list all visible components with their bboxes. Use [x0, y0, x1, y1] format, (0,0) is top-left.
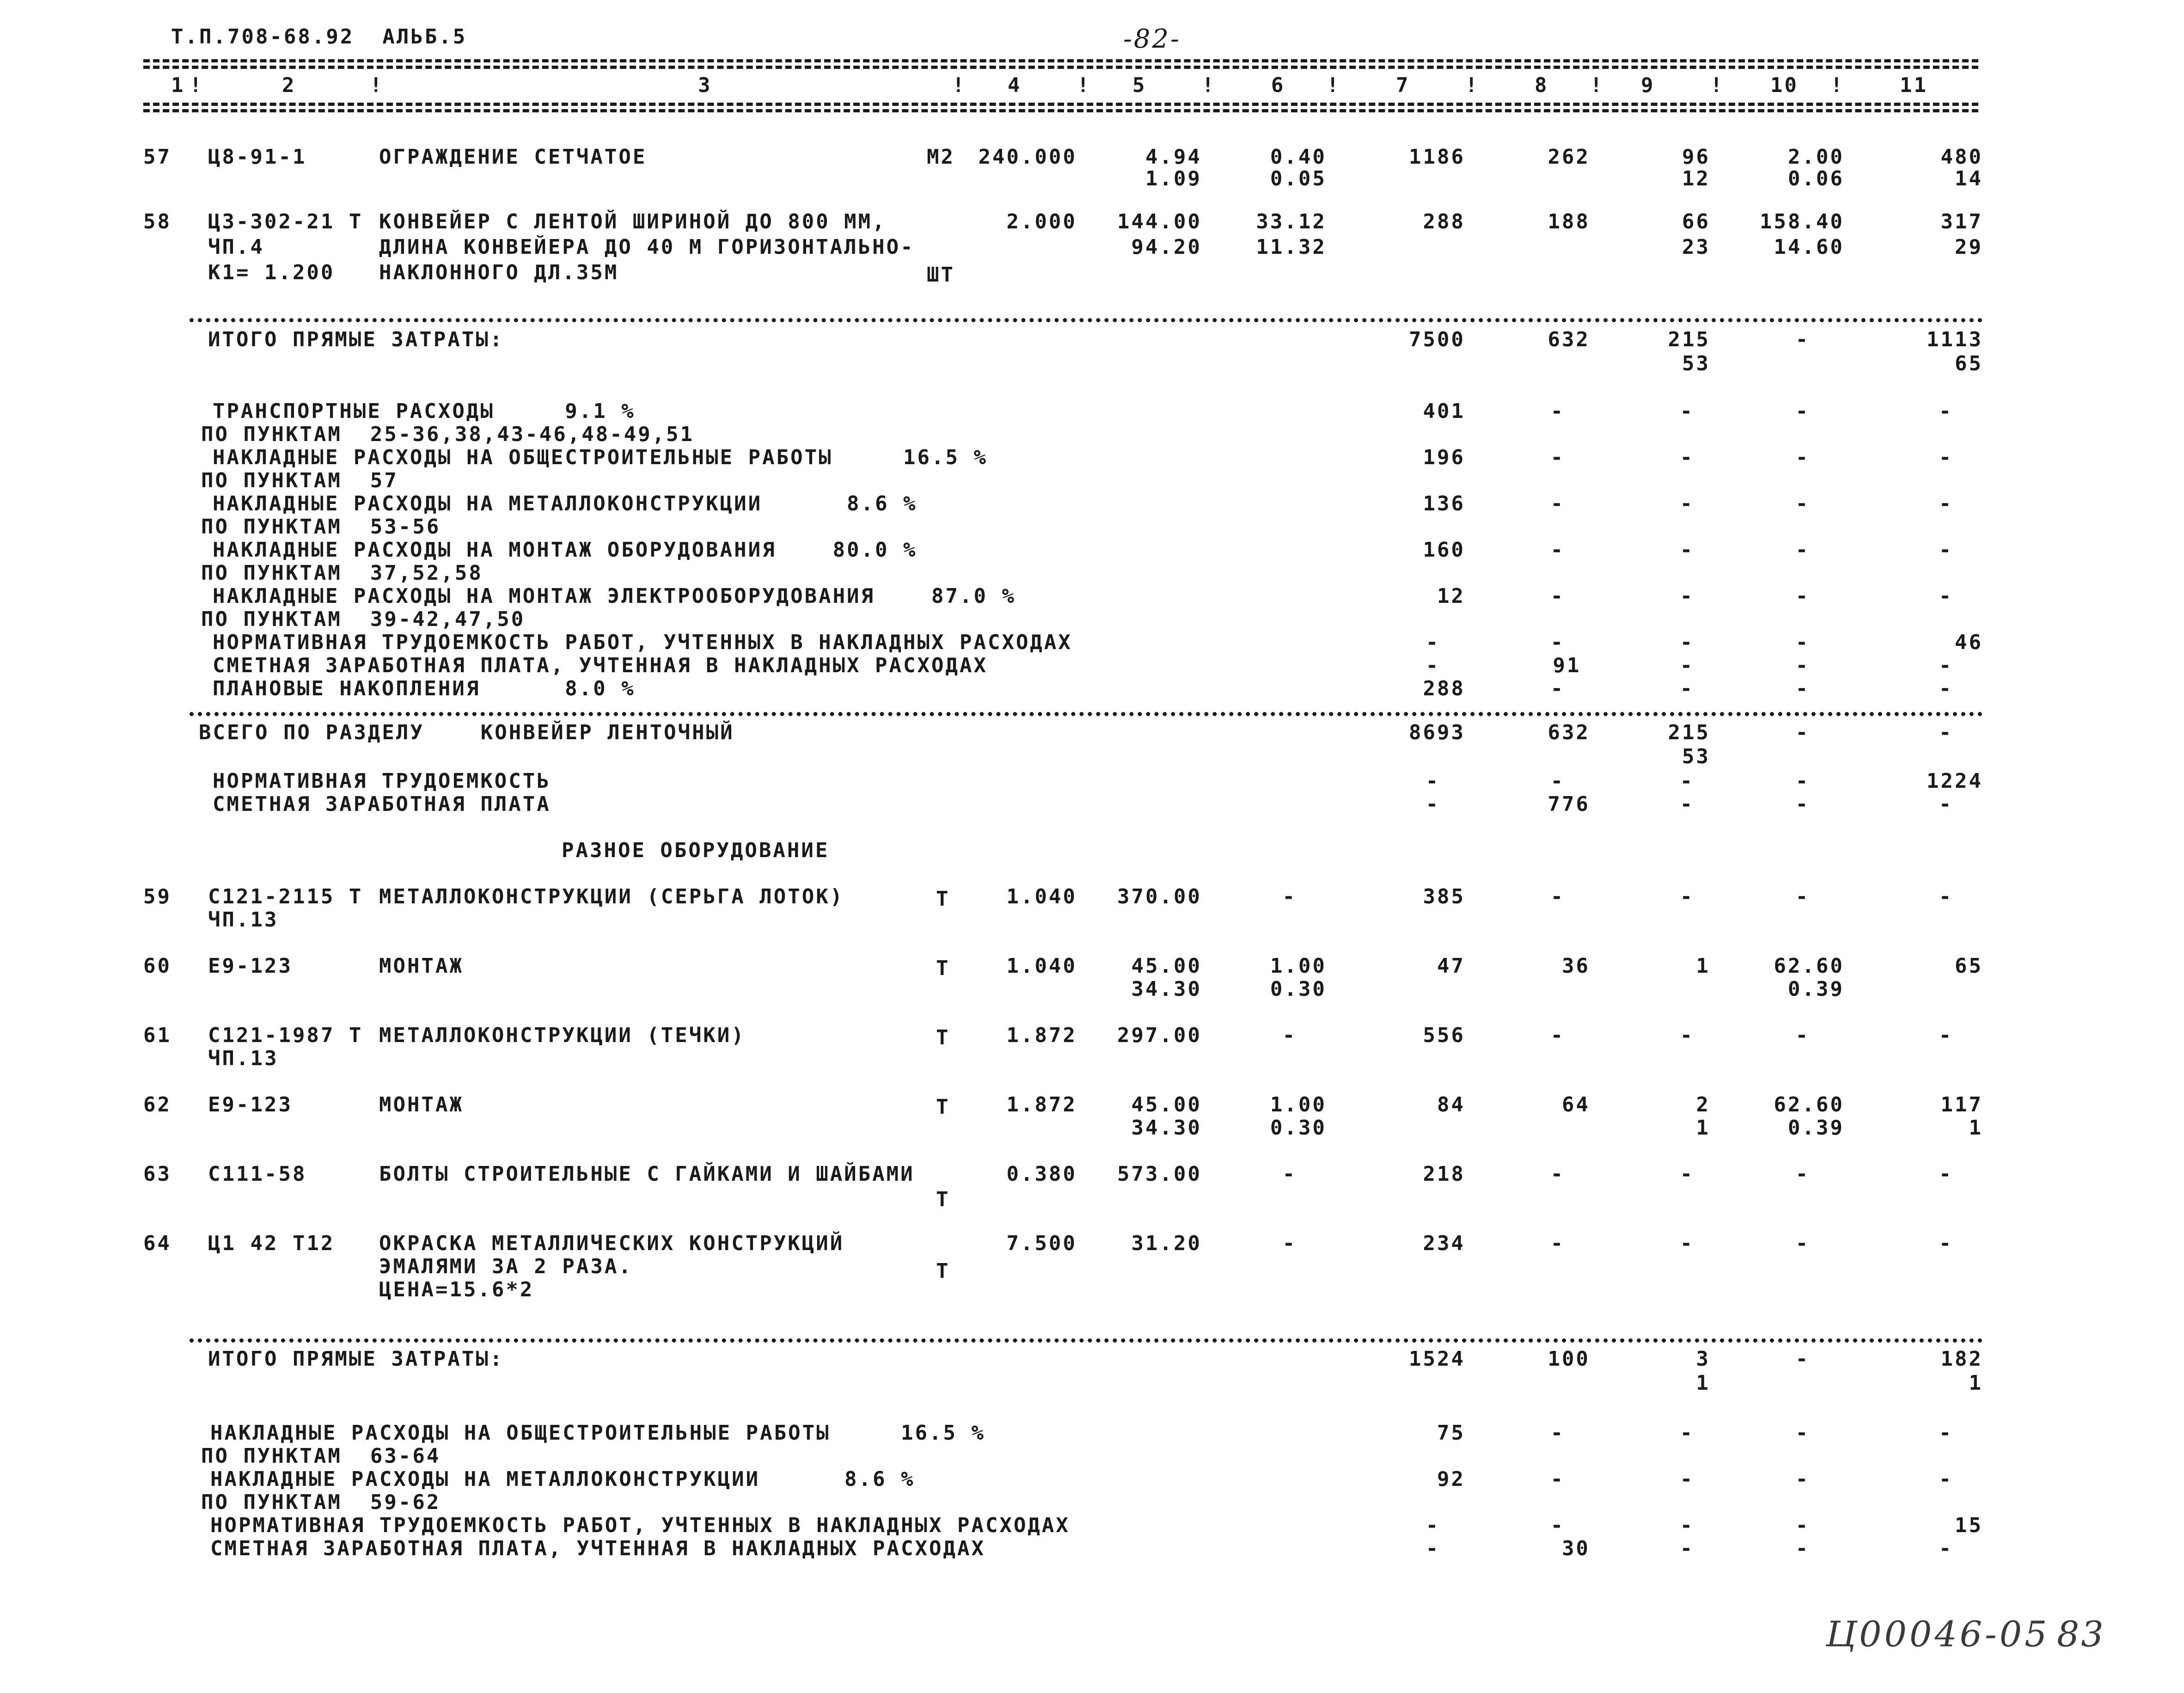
column-separator: !: [1465, 74, 1480, 97]
total-wage: 64: [1562, 1093, 1590, 1116]
dotted-divider: [190, 712, 1983, 716]
overhead-labor-unit: -: [1795, 492, 1810, 515]
section-total-machine: 215: [1668, 721, 1710, 744]
column-separator: !: [1077, 74, 1091, 97]
column-separator: !: [1710, 74, 1725, 97]
overhead-labor-unit: -: [1795, 538, 1810, 562]
total-wage: 188: [1548, 210, 1590, 233]
overhead-labor: -: [1939, 584, 1953, 608]
item-number: 59: [143, 885, 171, 908]
labor-per-unit: -: [1795, 1162, 1810, 1186]
item-description: МЕТАЛЛОКОНСТРУКЦИИ (СЕРЬГА ЛОТОК): [379, 885, 844, 908]
subtotal-labor-unit: -: [1795, 328, 1810, 351]
subtotal-wage: 100: [1548, 1347, 1590, 1371]
unit-machine: -: [1282, 1024, 1297, 1047]
norm-label: СМЕТНАЯ ЗАРАБОТНАЯ ПЛАТА, УЧТЕННАЯ В НАКЛАДНЫХ РАСХОДАХ: [210, 1537, 985, 1560]
labor-per-unit: -: [1795, 1232, 1810, 1255]
doc-reference: Т.П.708-68.92 АЛЬБ.5: [171, 25, 467, 49]
item-description-line: ЭМАЛЯМИ ЗА 2 РАЗА.: [379, 1255, 633, 1278]
subtotal-wage: 632: [1548, 328, 1590, 351]
norm-labor-unit: -: [1795, 677, 1810, 700]
column-number: 5: [1132, 74, 1147, 97]
subtotal-labor-machine: 65: [1955, 352, 1983, 375]
item-unit: ШТ: [927, 263, 955, 287]
item-description: МОНТАЖ: [379, 954, 464, 978]
unit-machine: 0.40: [1270, 145, 1327, 169]
subtotal-label: ИТОГО ПРЯМЫЕ ЗАТРАТЫ:: [208, 328, 504, 351]
item-number: 58: [143, 210, 171, 233]
unit-machine-wage: 0.05: [1270, 167, 1327, 190]
item-code: Ц8-91-1: [208, 145, 307, 169]
norm-labor: 1224: [1927, 769, 1983, 793]
item-code: Е9-123: [208, 954, 293, 978]
overhead-label: НАКЛАДНЫЕ РАСХОДЫ НА ОБЩЕСТРОИТЕЛЬНЫЕ РАБОТЫ 16.5 %: [210, 1421, 985, 1445]
unit-price-wage: 34.30: [1131, 1116, 1202, 1140]
total-wage: 262: [1548, 145, 1590, 169]
divider: [143, 59, 1978, 62]
labor-per-unit-machine: 0.39: [1788, 977, 1844, 1001]
labor-per-unit: 2.00: [1788, 145, 1844, 169]
total-cost: 288: [1423, 210, 1465, 233]
norm-labor: -: [1939, 792, 1953, 816]
overhead-labor: -: [1939, 399, 1953, 423]
overhead-wage: -: [1550, 492, 1565, 515]
norm-labor: 15: [1955, 1514, 1983, 1537]
overhead-labor: -: [1939, 1421, 1953, 1445]
total-machine: 66: [1682, 210, 1710, 233]
overhead-wage: -: [1550, 399, 1565, 423]
norm-machine: -: [1680, 1514, 1695, 1537]
dotted-divider: [190, 318, 1983, 322]
item-description: БОЛТЫ СТРОИТЕЛЬНЫЕ С ГАЙКАМИ И ШАЙБАМИ: [379, 1162, 915, 1186]
norm-wage: -: [1550, 769, 1565, 793]
section-total-labor: -: [1939, 721, 1953, 744]
section-total-labor-unit: -: [1795, 721, 1810, 744]
item-coefficient: К1= 1.200: [208, 261, 335, 284]
item-quantity: 1.872: [1006, 1093, 1077, 1116]
total-cost: 234: [1423, 1232, 1465, 1255]
unit-machine: 1.00: [1270, 954, 1327, 978]
item-number: 64: [143, 1232, 171, 1255]
overhead-cost: 196: [1423, 446, 1465, 469]
labor-total: 117: [1940, 1093, 1983, 1116]
item-code: С121-1987 Т: [208, 1024, 363, 1047]
labor-per-unit-machine: 0.06: [1788, 167, 1844, 190]
item-code-part: ЧП.13: [208, 908, 279, 932]
column-separator: !: [1327, 74, 1341, 97]
item-quantity: 240.000: [978, 145, 1077, 169]
overhead-cost: 75: [1437, 1421, 1465, 1445]
total-machine: 1: [1696, 954, 1710, 978]
column-separator: !: [952, 74, 967, 97]
labor-per-unit: -: [1795, 1024, 1810, 1047]
norm-machine: -: [1680, 792, 1695, 816]
overhead-machine: -: [1680, 1421, 1695, 1445]
total-cost: 218: [1423, 1162, 1465, 1186]
overhead-labor: -: [1939, 538, 1953, 562]
norm-machine: -: [1680, 631, 1695, 654]
total-machine: -: [1680, 1232, 1695, 1255]
norm-machine: -: [1680, 654, 1695, 677]
norm-cost: -: [1425, 1537, 1440, 1560]
norm-wage: 91: [1553, 654, 1581, 677]
item-unit: Т: [936, 1188, 950, 1211]
overhead-cost: 136: [1423, 492, 1465, 515]
labor-total: 65: [1955, 954, 1983, 978]
total-machine: 96: [1682, 145, 1710, 169]
column-number: 10: [1770, 74, 1799, 97]
subtotal-labor: 182: [1940, 1347, 1983, 1371]
norm-labor-unit: -: [1795, 1514, 1810, 1537]
item-description: МОНТАЖ: [379, 1093, 464, 1116]
norm-labor: 46: [1955, 631, 1983, 654]
item-description: ОКРАСКА МЕТАЛЛИЧЕСКИХ КОНСТРУКЦИЙ: [379, 1232, 844, 1255]
unit-price: 31.20: [1131, 1232, 1202, 1255]
norm-label: НОРМАТИВНАЯ ТРУДОЕМКОСТЬ РАБОТ, УЧТЕННЫХ В НАКЛАДНЫХ РАСХОДАХ: [213, 631, 1072, 654]
item-number: 63: [143, 1162, 171, 1186]
item-code-part: ЧП.4: [208, 235, 264, 259]
norm-wage: 30: [1562, 1537, 1590, 1560]
total-machine-wage: 23: [1682, 235, 1710, 259]
column-number: 3: [698, 74, 712, 97]
overhead-machine: -: [1680, 492, 1695, 515]
overhead-labor-unit: -: [1795, 446, 1810, 469]
overhead-labor: -: [1939, 492, 1953, 515]
norm-label: СМЕТНАЯ ЗАРАБОТНАЯ ПЛАТА, УЧТЕННАЯ В НАКЛАДНЫХ РАСХОДАХ: [213, 654, 988, 677]
overhead-label: НАКЛАДНЫЕ РАСХОДЫ НА МОНТАЖ ЭЛЕКТРООБОРУДОВАНИЯ 87.0 %: [213, 584, 1016, 608]
document-stamp: Ц00046-05: [1826, 1613, 2050, 1655]
column-number: 6: [1271, 74, 1285, 97]
total-cost: 1186: [1409, 145, 1465, 169]
column-number: 11: [1900, 74, 1928, 97]
page-number: -82-: [1123, 24, 1181, 54]
overhead-items: ПО ПУНКТАМ 63-64: [201, 1444, 441, 1468]
total-cost: 385: [1423, 885, 1465, 908]
labor-per-unit: 62.60: [1774, 1093, 1844, 1116]
norm-label: ПЛАНОВЫЕ НАКОПЛЕНИЯ 8.0 %: [213, 677, 636, 700]
item-quantity: 0.380: [1006, 1162, 1077, 1186]
column-number: 9: [1641, 74, 1655, 97]
norm-wage: -: [1550, 1514, 1565, 1537]
total-machine: 2: [1696, 1093, 1710, 1116]
unit-price: 573.00: [1117, 1162, 1202, 1186]
overhead-items: ПО ПУНКТАМ 39-42,47,50: [201, 607, 526, 631]
divider: [143, 103, 1978, 106]
column-number: 4: [1008, 74, 1022, 97]
labor-total: -: [1939, 885, 1953, 908]
unit-price: 297.00: [1117, 1024, 1202, 1047]
item-quantity: 2.000: [1006, 210, 1077, 233]
dotted-divider: [190, 1338, 1983, 1343]
item-code-part: ЧП.13: [208, 1047, 279, 1070]
unit-price: 144.00: [1117, 210, 1202, 233]
overhead-labor-unit: -: [1795, 1421, 1810, 1445]
labor-per-unit: -: [1795, 885, 1810, 908]
section-total-wage: 632: [1548, 721, 1590, 744]
item-number: 60: [143, 954, 171, 978]
norm-labor-unit: -: [1795, 1537, 1810, 1560]
column-separator: !: [1590, 74, 1604, 97]
norm-labor-unit: -: [1795, 654, 1810, 677]
norm-machine: -: [1680, 1537, 1695, 1560]
labor-total-machine: 29: [1955, 235, 1983, 259]
norm-label: НОРМАТИВНАЯ ТРУДОЕМКОСТЬ РАБОТ, УЧТЕННЫХ В НАКЛАДНЫХ РАСХОДАХ: [210, 1514, 1070, 1537]
unit-machine: 1.00: [1270, 1093, 1327, 1116]
section-title: РАЗНОЕ ОБОРУДОВАНИЕ: [562, 839, 830, 862]
overhead-labor-unit: -: [1795, 1467, 1810, 1491]
subtotal-machine: 215: [1668, 328, 1710, 351]
total-cost: 556: [1423, 1024, 1465, 1047]
unit-machine: -: [1282, 885, 1297, 908]
item-number: 57: [143, 145, 171, 169]
item-description: МЕТАЛЛОКОНСТРУКЦИИ (ТЕЧКИ): [379, 1024, 746, 1047]
labor-total: 317: [1940, 210, 1983, 233]
column-separator: !: [190, 74, 204, 97]
total-wage: 36: [1562, 954, 1590, 978]
total-cost: 47: [1437, 954, 1465, 978]
total-wage: -: [1550, 885, 1565, 908]
overhead-cost: 160: [1423, 538, 1465, 562]
unit-price: 45.00: [1131, 1093, 1202, 1116]
overhead-wage: -: [1550, 538, 1565, 562]
section-total-label: ВСЕГО ПО РАЗДЕЛУ КОНВЕЙЕР ЛЕНТОЧНЫЙ: [199, 721, 734, 744]
unit-price: 370.00: [1117, 885, 1202, 908]
item-price-note: ЦЕНА=15.6*2: [379, 1278, 534, 1301]
norm-labor-unit: -: [1795, 792, 1810, 816]
overhead-items: ПО ПУНКТАМ 53-56: [201, 515, 441, 539]
subtotal-labor-machine: 1: [1969, 1371, 1983, 1395]
column-number: 7: [1396, 74, 1410, 97]
total-wage: -: [1550, 1232, 1565, 1255]
labor-total: -: [1939, 1024, 1953, 1047]
item-quantity: 1.040: [1006, 954, 1077, 978]
norm-cost: -: [1425, 769, 1440, 793]
labor-per-unit-machine: 0.39: [1788, 1116, 1844, 1140]
overhead-machine: -: [1680, 538, 1695, 562]
overhead-label: НАКЛАДНЫЕ РАСХОДЫ НА МОНТАЖ ОБОРУДОВАНИЯ 80.0 %: [213, 538, 918, 562]
column-number: 1: [171, 74, 185, 97]
labor-total: -: [1939, 1162, 1953, 1186]
item-unit: Т: [936, 957, 950, 980]
item-quantity: 1.872: [1006, 1024, 1077, 1047]
norm-labor-unit: -: [1795, 631, 1810, 654]
unit-machine: -: [1282, 1232, 1297, 1255]
overhead-wage: -: [1550, 584, 1565, 608]
unit-price-wage: 34.30: [1131, 977, 1202, 1001]
overhead-label: НАКЛАДНЫЕ РАСХОДЫ НА ОБЩЕСТРОИТЕЛЬНЫЕ РАБОТЫ 16.5 %: [213, 446, 988, 469]
labor-per-unit: 158.40: [1760, 210, 1844, 233]
norm-labor-unit: -: [1795, 769, 1810, 793]
total-machine: -: [1680, 1162, 1695, 1186]
divider: [143, 109, 1978, 112]
norm-machine: -: [1680, 769, 1695, 793]
subtotal-label: ИТОГО ПРЯМЫЕ ЗАТРАТЫ:: [208, 1347, 504, 1371]
item-code: Ц1 42 Т12: [208, 1232, 335, 1255]
overhead-cost: 12: [1437, 584, 1465, 608]
unit-machine-wage: 0.30: [1270, 1116, 1327, 1140]
overhead-labor: -: [1939, 446, 1953, 469]
sheet-number: 83: [2057, 1613, 2105, 1655]
item-unit: Т: [936, 887, 950, 911]
section-total-cost: 8693: [1409, 721, 1465, 744]
unit-machine-wage: 0.30: [1270, 977, 1327, 1001]
overhead-machine: -: [1680, 1467, 1695, 1491]
total-wage: -: [1550, 1024, 1565, 1047]
unit-price-wage: 1.09: [1145, 167, 1202, 190]
norm-labor: -: [1939, 677, 1953, 700]
total-cost: 84: [1437, 1093, 1465, 1116]
item-quantity: 1.040: [1006, 885, 1077, 908]
subtotal-cost: 1524: [1409, 1347, 1465, 1371]
labor-total: 480: [1940, 145, 1983, 169]
section-total-machine-wage: 53: [1682, 745, 1710, 768]
column-separator: !: [1830, 74, 1845, 97]
overhead-cost: 92: [1437, 1467, 1465, 1491]
item-quantity: 7.500: [1006, 1232, 1077, 1255]
norm-cost: -: [1425, 631, 1440, 654]
unit-machine: -: [1282, 1162, 1297, 1186]
subtotal-machine-wage: 53: [1682, 352, 1710, 375]
norm-labor: -: [1939, 1537, 1953, 1560]
norm-label: НОРМАТИВНАЯ ТРУДОЕМКОСТЬ: [213, 769, 551, 793]
overhead-labor: -: [1939, 1467, 1953, 1491]
norm-cost: 288: [1423, 677, 1465, 700]
subtotal-cost: 7500: [1409, 328, 1465, 351]
labor-total-machine: 14: [1955, 167, 1983, 190]
subtotal-labor: 1113: [1927, 328, 1983, 351]
item-code: С111-58: [208, 1162, 307, 1186]
norm-label: СМЕТНАЯ ЗАРАБОТНАЯ ПЛАТА: [213, 792, 551, 816]
item-unit: Т: [936, 1095, 950, 1119]
item-number: 61: [143, 1024, 171, 1047]
overhead-wage: -: [1550, 1421, 1565, 1445]
column-number: 2: [282, 74, 296, 97]
norm-cost: -: [1425, 792, 1440, 816]
item-code: Е9-123: [208, 1093, 293, 1116]
overhead-items: ПО ПУНКТАМ 37,52,58: [201, 561, 483, 585]
unit-price-wage: 94.20: [1131, 235, 1202, 259]
item-unit: Т: [936, 1259, 950, 1283]
total-machine: -: [1680, 885, 1695, 908]
item-description: КОНВЕЙЕР С ЛЕНТОЙ ШИРИНОЙ ДО 800 ММ,: [379, 210, 887, 233]
item-description-line: ДЛИНА КОНВЕЙЕРА ДО 40 М ГОРИЗОНТАЛЬНО-: [379, 235, 915, 259]
item-code: Ц3-302-21 Т: [208, 210, 363, 233]
subtotal-machine: 3: [1696, 1347, 1710, 1371]
item-code: С121-2115 Т: [208, 885, 363, 908]
unit-machine: 33.12: [1256, 210, 1327, 233]
overhead-machine: -: [1680, 584, 1695, 608]
total-wage: -: [1550, 1162, 1565, 1186]
labor-per-unit-machine: 14.60: [1774, 235, 1844, 259]
overhead-label: ТРАНСПОРТНЫЕ РАСХОДЫ 9.1 %: [213, 399, 636, 423]
overhead-items: ПО ПУНКТАМ 57: [201, 469, 398, 492]
column-number: 8: [1535, 74, 1549, 97]
overhead-label: НАКЛАДНЫЕ РАСХОДЫ НА МЕТАЛЛОКОНСТРУКЦИИ 8.6 %: [213, 492, 918, 515]
labor-per-unit: 62.60: [1774, 954, 1844, 978]
total-machine-wage: 1: [1696, 1116, 1710, 1140]
subtotal-labor-unit: -: [1795, 1347, 1810, 1371]
item-unit: Т: [936, 1026, 950, 1049]
subtotal-machine-wage: 1: [1696, 1371, 1710, 1395]
unit-machine-wage: 11.32: [1256, 235, 1327, 259]
labor-total: -: [1939, 1232, 1953, 1255]
item-description-line: НАКЛОННОГО ДЛ.35М: [379, 261, 619, 284]
overhead-machine: -: [1680, 399, 1695, 423]
norm-wage: -: [1550, 677, 1565, 700]
column-separator: !: [370, 74, 384, 97]
labor-total-machine: 1: [1969, 1116, 1983, 1140]
item-number: 62: [143, 1093, 171, 1116]
overhead-wage: -: [1550, 446, 1565, 469]
unit-price: 45.00: [1131, 954, 1202, 978]
norm-wage: 776: [1548, 792, 1590, 816]
overhead-machine: -: [1680, 446, 1695, 469]
norm-cost: -: [1425, 654, 1440, 677]
total-machine-wage: 12: [1682, 167, 1710, 190]
overhead-cost: 401: [1423, 399, 1465, 423]
column-separator: !: [1202, 74, 1216, 97]
overhead-label: НАКЛАДНЫЕ РАСХОДЫ НА МЕТАЛЛОКОНСТРУКЦИИ 8.6 %: [210, 1467, 915, 1491]
unit-price: 4.94: [1145, 145, 1202, 169]
item-description: ОГРАЖДЕНИЕ СЕТЧАТОЕ: [379, 145, 647, 169]
overhead-wage: -: [1550, 1467, 1565, 1491]
overhead-items: ПО ПУНКТАМ 59-62: [201, 1491, 441, 1514]
overhead-items: ПО ПУНКТАМ 25-36,38,43-46,48-49,51: [201, 423, 695, 446]
overhead-labor-unit: -: [1795, 584, 1810, 608]
norm-cost: -: [1425, 1514, 1440, 1537]
norm-labor: -: [1939, 654, 1953, 677]
total-machine: -: [1680, 1024, 1695, 1047]
item-unit: М2: [927, 145, 955, 169]
norm-machine: -: [1680, 677, 1695, 700]
divider: [143, 66, 1978, 69]
overhead-labor-unit: -: [1795, 399, 1810, 423]
norm-wage: -: [1550, 631, 1565, 654]
